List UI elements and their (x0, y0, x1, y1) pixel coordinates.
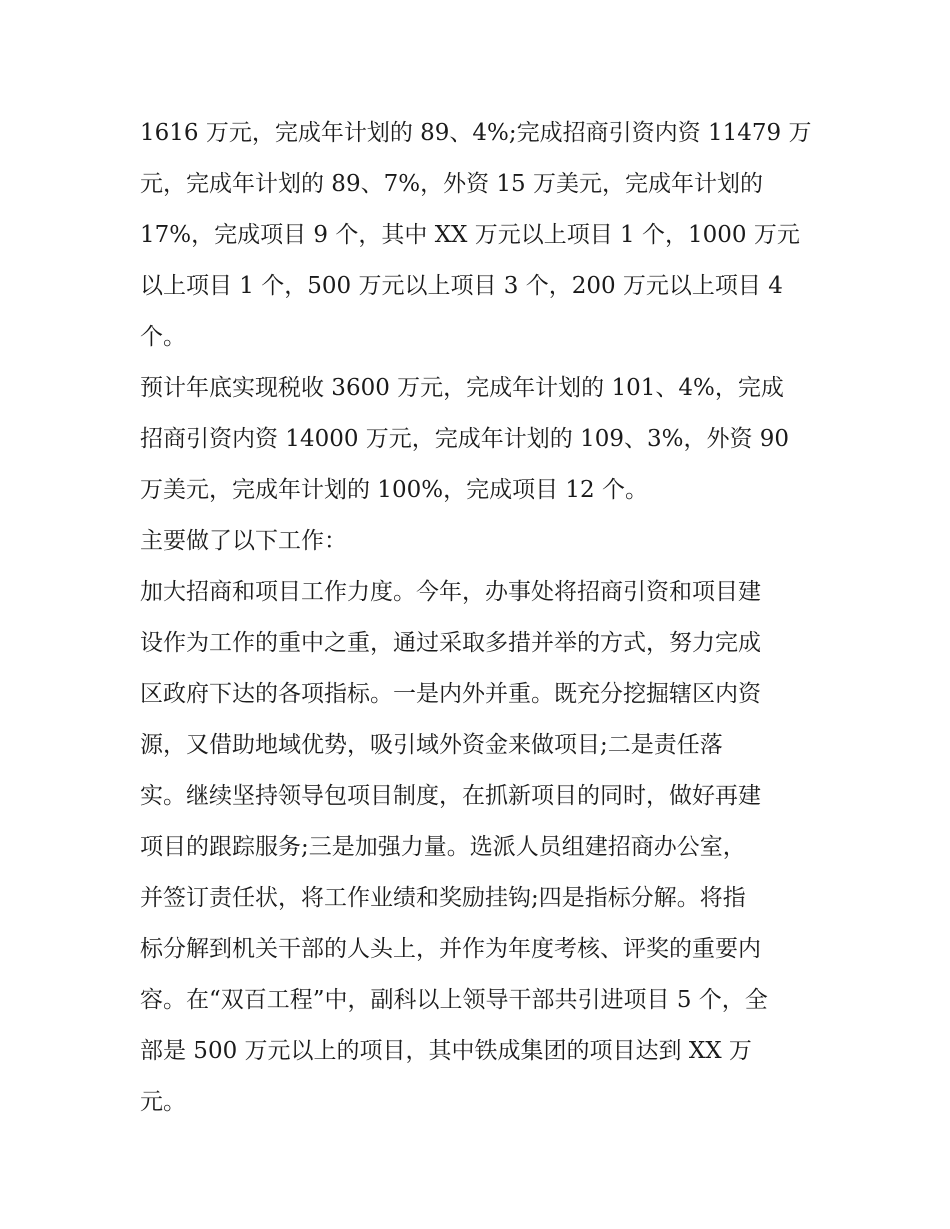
text-line: 区政府下达的各项指标。一是内外并重。既充分挖掘辖区内资 (140, 681, 761, 707)
text-line: 部是 500 万元以上的项目，其中铁成集团的项目达到 XX 万 (140, 1038, 752, 1064)
document-body (140, 108, 815, 1128)
text-line: 并签订责任状，将工作业绩和奖励挂钩;四是指标分解。将指 (140, 885, 746, 911)
text-line: 源，又借助地域优势，吸引域外资金来做项目;二是责任落 (140, 732, 723, 758)
text-line: 标分解到机关干部的人头上，并作为年度考核、评奖的重要内 (140, 936, 761, 962)
text-line: 加大招商和项目工作力度。今年，办事处将招商引资和项目建 (140, 579, 761, 605)
text-line: 容。在“双百工程”中，副科以上领导干部共引进项目 5 个，全 (140, 987, 768, 1013)
text-line: 1616 万元，完成年计划的 89、4%;完成招商引资内资 11479 万 (140, 120, 812, 146)
text-line: 项目的跟踪服务;三是加强力量。选派人员组建招商办公室， (140, 834, 746, 860)
text-line: 预计年底实现税收 3600 万元，完成年计划的 101、4%，完成 (140, 375, 784, 401)
text-line: 个。 (140, 324, 186, 350)
text-line: 招商引资内资 14000 万元，完成年计划的 109、3%，外资 90 (140, 426, 790, 452)
text-line: 万美元，完成年计划的 100%，完成项目 12 个。 (140, 477, 648, 503)
text-line: 实。继续坚持领导包项目制度，在抓新项目的同时，做好再建 (140, 783, 761, 809)
text-line: 元。 (140, 1089, 186, 1115)
text-line: 设作为工作的重中之重，通过采取多措并举的方式，努力完成 (140, 630, 761, 656)
section-heading: 主要做了以下工作： (140, 528, 347, 554)
text-line: 以上项目 1 个，500 万元以上项目 3 个，200 万元以上项目 4 (140, 273, 783, 299)
text-line: 元，完成年计划的 89、7%，外资 15 万美元，完成年计划的 (140, 171, 763, 197)
text-line: 17%，完成项目 9 个，其中 XX 万元以上项目 1 个，1000 万元 (140, 222, 800, 248)
